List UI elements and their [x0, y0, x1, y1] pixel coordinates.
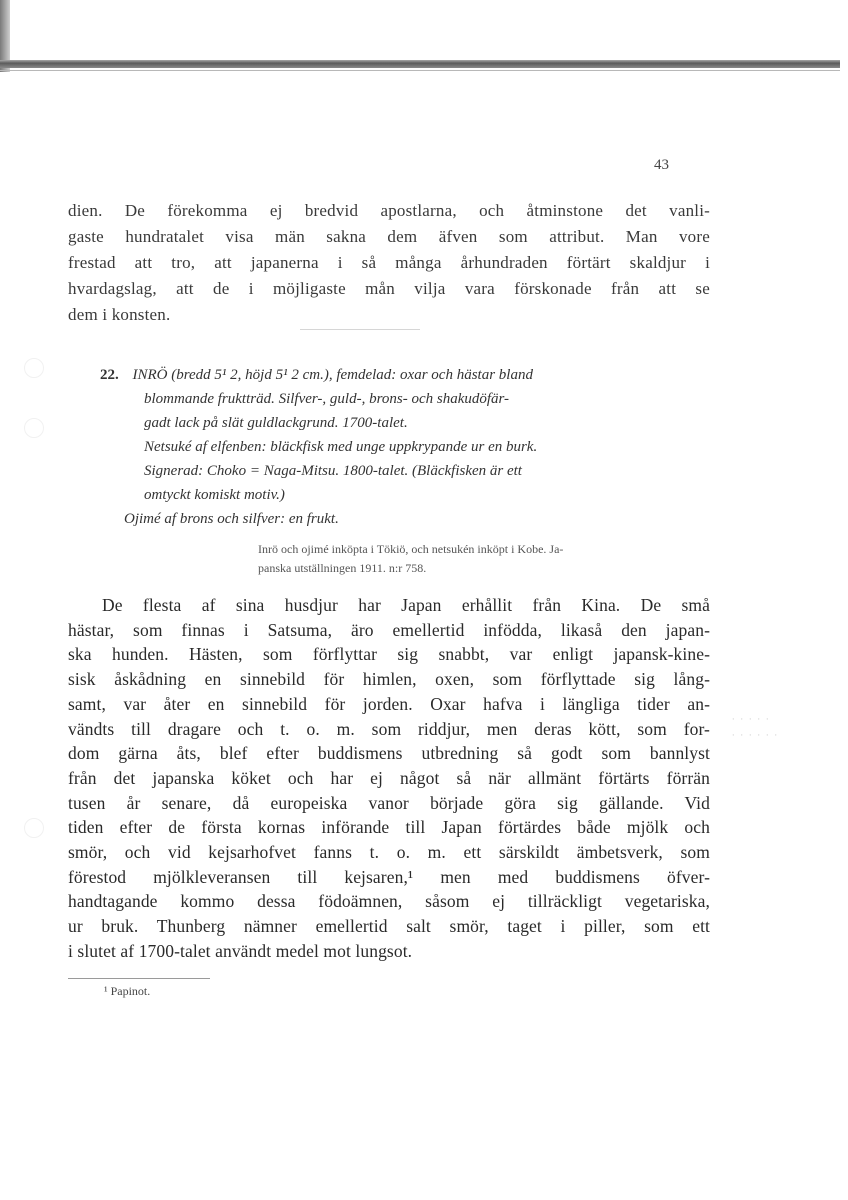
text-line: ur bruk. Thunberg nämner emellertid salt smör, taget i piller, som ett [68, 916, 710, 937]
text-line: tiden efter de första kornas införande till Japan förtärdes både mjölk och [68, 817, 710, 838]
entry-line: omtyckt komiskt motiv.) [144, 487, 285, 503]
text-line: De flesta af sina husdjur har Japan erhållit från Kina. De små [102, 595, 710, 615]
source-line: panska utställningen 1911. n:r 758. [258, 561, 427, 575]
text-line: ska hunden. Hästen, som förflyttar sig snabbt, var enligt japansk-kine- [68, 644, 710, 665]
entry-line: gadt lack på slät guldlackgrund. 1700-talet. [144, 415, 408, 431]
text-line: vändts till dragare och t. o. m. som riddjur, men deras kött, som for- [68, 718, 710, 739]
entry-line: blommande fruktträd. Silfver-, guld-, brons- och shakudöfär- [144, 391, 510, 407]
text-line: frestad att tro, att japanerna i så många århundraden förtärt skaldjur i [68, 253, 710, 272]
text-line: tusen år senare, då europeiska vanor började göra sig gällande. Vid [68, 792, 710, 813]
top-border [0, 60, 840, 68]
text-line: från det japanska köket och har ej något så när allmänt förtärts förrän [68, 767, 710, 788]
text-line: dien. De förekomma ej bredvid apostlarna, och åtminstone det vanli- [68, 201, 710, 220]
entry-first-line [100, 363, 742, 387]
text-line: hästar, som finnas i Satsuma, äro emellertid infödda, likaså den japan- [68, 619, 710, 640]
text-line: dom gärna åts, blef efter buddismens utbredning så godt som bannlyst [68, 743, 710, 764]
top-border-shadow [0, 70, 840, 71]
section-divider [300, 329, 420, 330]
entry-line: Ojimé af brons och silfver: en frukt. [124, 511, 339, 527]
text-line: i slutet af 1700-talet användt medel mot lungsot. [68, 940, 413, 961]
text-line: handtagande kommo dessa födoämnen, såsom ej tillräckligt vegetariska, [68, 891, 710, 912]
text-line: förestod mjölkleveransen till kejsaren,¹ men med buddismens öfver- [68, 866, 710, 887]
punch-hole-mark [24, 418, 44, 438]
text-line: dem i konsten. [68, 305, 171, 324]
punch-hole-mark [24, 358, 44, 378]
entry-line: Signerad: Choko = Naga-Mitsu. 1800-talet. (Bläckfisken är ett [144, 463, 522, 479]
punch-hole-mark [24, 818, 44, 838]
margin-pencil-note: · · · · · [732, 714, 771, 724]
text-line: smör, och vid kejsarhofvet fanns t. o. m. ett särskildt ämbetsverk, som [68, 842, 710, 862]
text-line: hvardagslag, att de i möjligaste mån vilja vara förskonade från att se [68, 279, 710, 298]
text-line: gaste hundratalet visa män sakna dem äfven som attribut. Man vore [68, 227, 710, 246]
footnote: ¹ Papinot. [104, 984, 151, 998]
entry-number: 22. [100, 367, 119, 383]
entry-line: INRÖ (bredd 5¹ 2, höjd 5¹ 2 cm.), femdelad: oxar och hästar bland [132, 367, 533, 383]
footnote-rule [68, 978, 210, 979]
margin-pencil-note: · · · · · · [732, 730, 779, 740]
text-line: sisk åskådning en sinnebild för himlen, oxen, som förflyttade sig lång- [68, 669, 710, 690]
text-line: samt, var åter en sinnebild för jorden. Oxar hafva i längliga tider an- [68, 693, 710, 714]
entry-line: Netsuké af elfenben: bläckfisk med unge uppkrypande ur en burk. [144, 439, 538, 455]
page-number: 43 [654, 157, 669, 173]
source-line: Inrö och ojimé inköpta i Tökiö, och netsukén inköpt i Kobe. Ja- [258, 542, 564, 556]
